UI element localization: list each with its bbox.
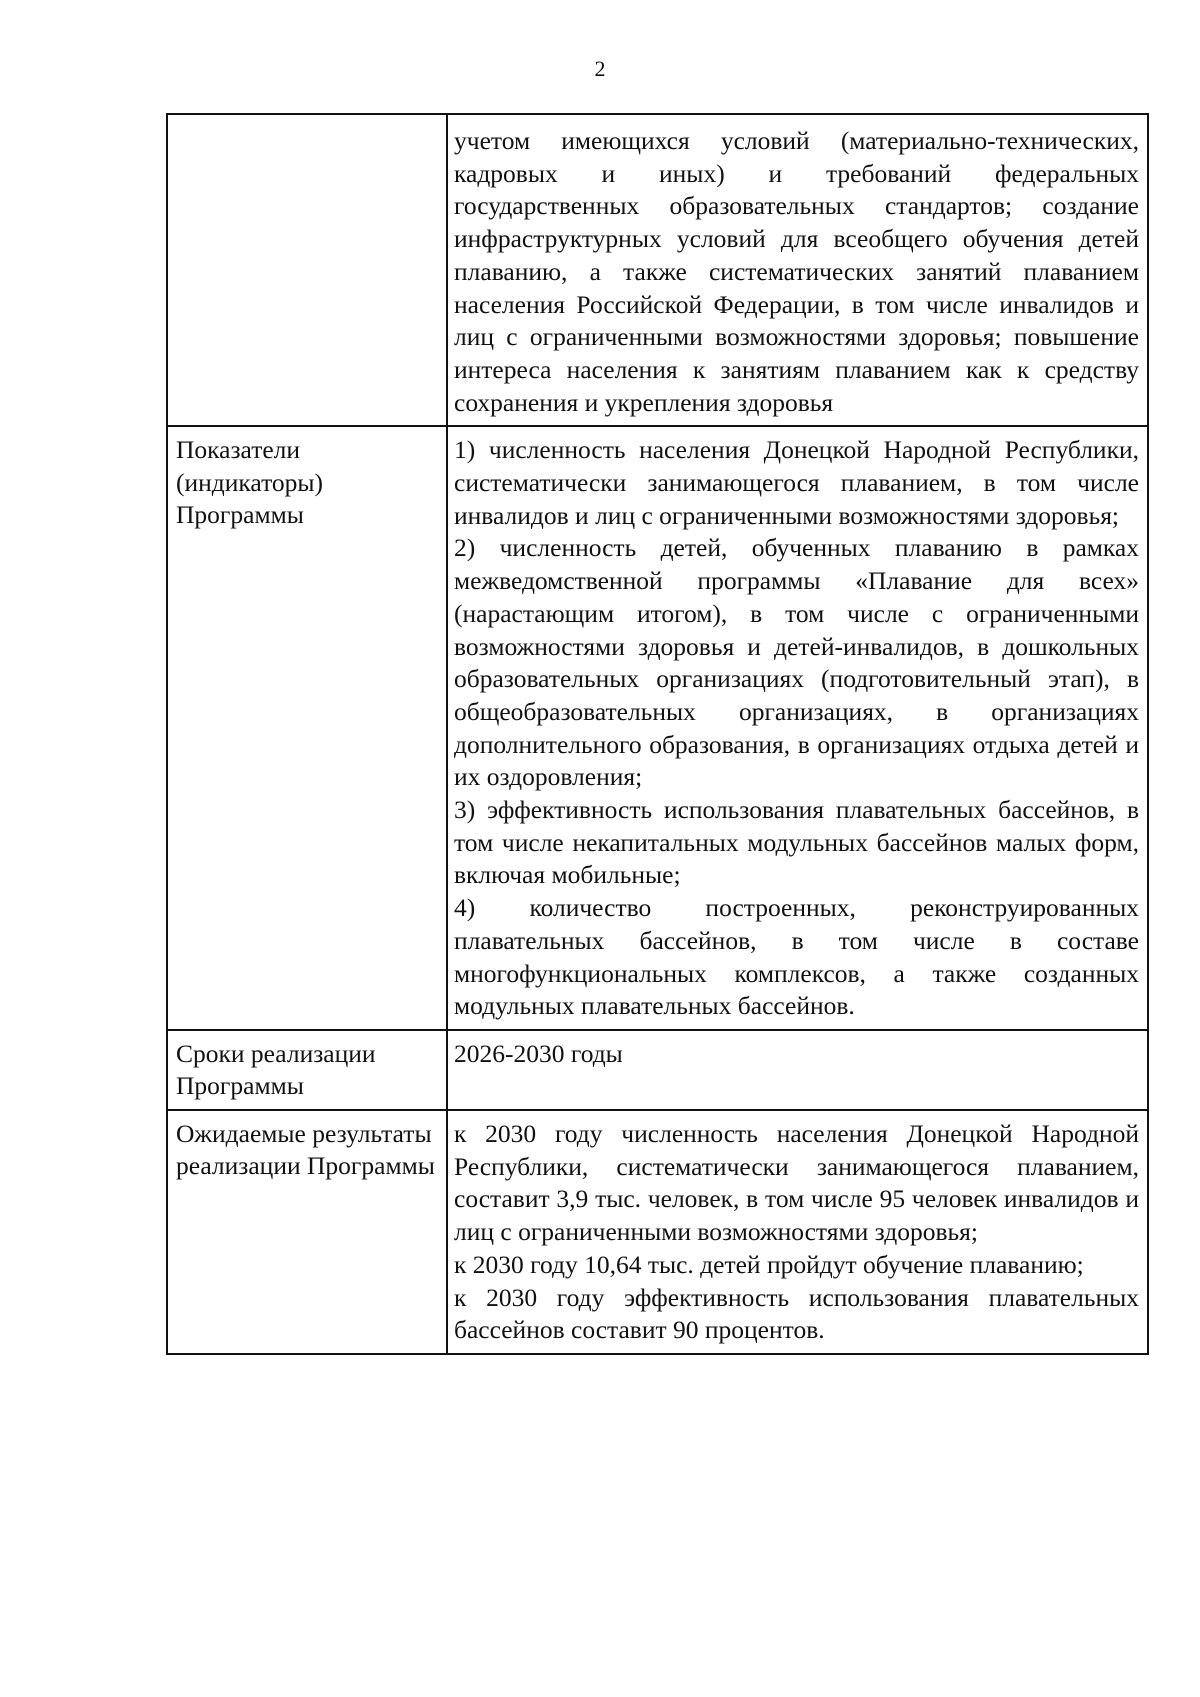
content-paragraph: учетом имеющихся условий (материально-технических, кадровых и иных) и требований федеральных государственных образовательных стандартов; создание инфраструктурных условий для всеобщего обучения детей плаванию, а также систематических занятий плаванием населения Российской Федерации, в том числе инвалидов и лиц с ограниченными возможностями здоровья; повышение интереса населения к занятиям плаванием как к средству сохранения и укрепления здоровья — [454, 126, 1139, 417]
program-passport-table — [166, 113, 1149, 1355]
row-content — [448, 115, 1147, 425]
row-content-cell — [447, 1030, 1148, 1110]
row-content — [448, 1031, 1147, 1077]
result-item-2: к 2030 году 10,64 тыс. детей пройдут обучение плаванию; — [454, 1249, 1084, 1279]
table-row-goals-continued — [167, 114, 1148, 426]
result-item-1: к 2030 году численность населения Донецкой Народной Республики, систематически занимающегося плаванием, составит 3,9 тыс. человек, в том числе 95 человек инвалидов и лиц с ограниченными возможностями здоровья; — [454, 1118, 1139, 1247]
row-label-cell — [167, 426, 447, 1030]
row-label-cell — [167, 1030, 447, 1110]
row-content-cell — [447, 426, 1148, 1030]
row-label: Ожидаемые результаты реализации Программы — [176, 1118, 435, 1181]
indicator-item-2: 2) численность детей, обученных плаванию в рамках межведомственной программы «Плавание для всех» (нарастающим итогом), в том числе с ограниченными возможностями здоровья и детей-инвалидов, в дошкольных образовательных организациях (подготовительный этап), в общеобразовательных организациях, в организациях дополнительного образования, в организациях отдыха детей и их оздоровления; — [454, 533, 1139, 792]
indicator-item-1: 1) численность населения Донецкой Народной Республики, систематически занимающегося плаванием, в том числе инвалидов и лиц с ограниченными возможностями здоровья; — [454, 435, 1139, 530]
row-label-cell — [167, 1110, 447, 1354]
row-label: Показатели (индикаторы) Программы — [176, 435, 323, 530]
table-row-expected-results — [167, 1110, 1148, 1354]
row-content — [448, 1111, 1147, 1353]
result-item-3: к 2030 году эффективность использования плавательных бассейнов составит 90 процентов. — [454, 1282, 1139, 1345]
row-label-cell — [167, 114, 447, 426]
table-row-timeline — [167, 1030, 1148, 1110]
row-content — [448, 427, 1147, 1029]
table-row-indicators — [167, 426, 1148, 1030]
row-label: Сроки реализации Программы — [176, 1038, 376, 1101]
page-number: 2 — [594, 56, 606, 81]
row-label — [168, 115, 446, 128]
indicator-item-3: 3) эффективность использования плавательных бассейнов, в том числе некапитальных модульных бассейнов малых форм, включая мобильные; — [454, 795, 1139, 890]
indicator-item-4: 4) количество построенных, реконструированных плавательных бассейнов, в том числе в составе многофункциональных комплексов, а также созданных модульных плавательных бассейнов. — [454, 893, 1139, 1021]
row-content-cell — [447, 114, 1148, 426]
row-content-cell — [447, 1110, 1148, 1354]
timeline-value: 2026-2030 годы — [454, 1038, 623, 1068]
